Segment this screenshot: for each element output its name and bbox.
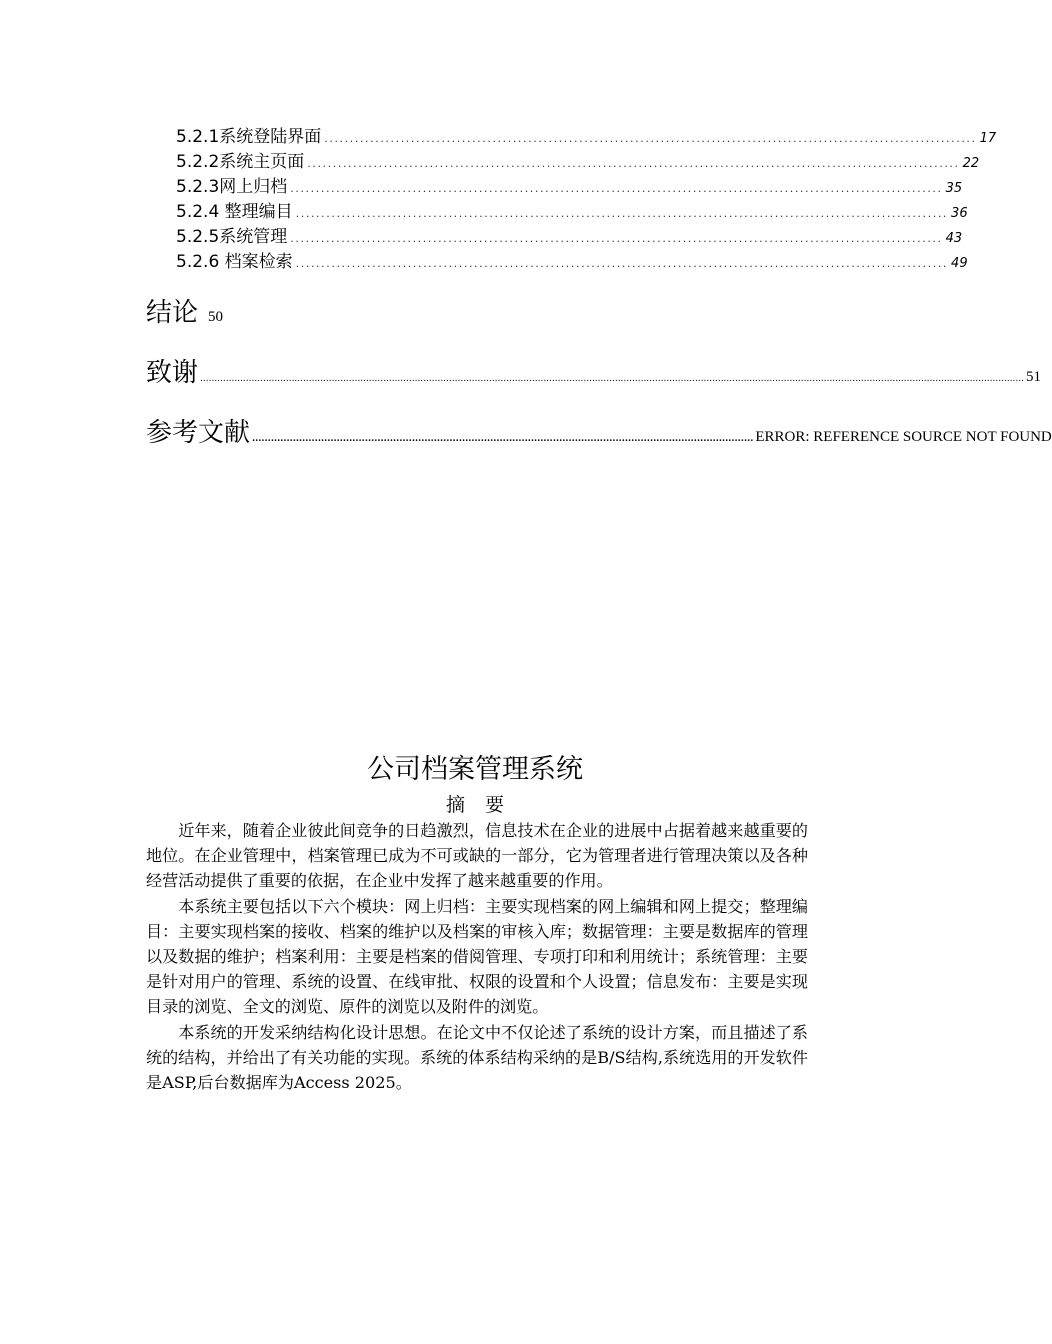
toc-entry-label: 5.2.5系统管理 [176,227,288,247]
dot-leader: ................................................................................................................................................................ [252,434,754,444]
toc-entry-label: 5.2.4 整理编目 [176,202,293,222]
toc-entry-acknowledgement[interactable] [146,352,1041,389]
toc-entry-label: 5.2.6 档案检索 [176,252,293,272]
dot-leader: ................................................................................................................................ [290,182,943,195]
toc-entry-label: 参考文献 [146,418,251,448]
dot-leader: ................................................................................................................................ [295,257,949,270]
toc-entry-page: 36 [951,206,968,221]
toc-entry-page: ERROR: REFERENCE SOURCE NOT FOUND [755,429,1052,445]
toc-entry-page: 22 [962,156,980,171]
toc-entry-page: 49 [951,256,968,271]
toc-entry-conclusion[interactable] [146,292,806,329]
dot-leader: ................................................................................................................................ [290,232,943,245]
toc-entry-page: 50 [208,309,224,325]
dot-leader: ................................................................................................................................................................................................................................................................................................ [200,374,1024,384]
dot-leader: ................................................................................................................................ [295,207,949,220]
toc-entry[interactable] [176,175,963,200]
abstract-paragraph: 本系统的开发采纳结构化设计思想。在论文中不仅论述了系统的设计方案，而且描述了系统的结构，并给出了有关功能的实现。系统的体系结构采纳的是B/S结构,系统选用的开发软件是ASP,后台数据库为Access 2025。 [146,1022,808,1093]
toc-entry-label: 结论 [146,298,199,328]
toc-entry-label: 5.2.2系统主页面 [176,152,305,172]
document-title: 公司档案管理系统 [367,754,583,785]
toc-entry[interactable] [176,150,980,175]
abstract-paragraph: 近年来，随着企业彼此间竞争的日趋激烈，信息技术在企业的进展中占据着越来越重要的地位。在企业管理中，档案管理已成为不可或缺的一部分，它为管理者进行管理决策以及各种经营活动提供了重要的依据，在企业中发挥了越来越重要的作用。 [146,821,808,891]
toc-entry[interactable] [176,250,968,275]
dot-leader: ................................................................................................................................ [324,132,977,145]
toc-entry-page: 51 [1025,369,1041,385]
toc-entry-page: 43 [945,231,963,246]
toc-entry-label: 5.2.1系统登陆界面 [176,127,322,147]
toc-entry[interactable] [176,200,968,225]
toc-entry-references[interactable] [146,412,1052,449]
toc-entry-label: 致谢 [146,358,199,388]
toc-entry-page: 17 [979,131,997,146]
dot-leader: ................................................................................................................................ [307,157,960,170]
toc-entry[interactable] [176,125,997,150]
abstract-body [146,818,808,1095]
toc-entry[interactable] [176,225,963,250]
abstract-paragraph: 本系统主要包括以下六个模块：网上归档：主要实现档案的网上编辑和网上提交；整理编目：主要实现档案的接收、档案的维护以及档案的审核入库；数据管理：主要是数据库的管理以及数据的维护；档案利用：主要是档案的借阅管理、专项打印和利用统计；系统管理：主要是针对用户的管理、系统的设置、在线审批、权限的设置和个人设置；信息发布：主要是实现目录的浏览、全文的浏览、原件的浏览以及附件的浏览。 [146,896,808,1017]
abstract-heading: 摘要 [445,794,524,816]
toc-entry-label: 5.2.3网上归档 [176,177,288,197]
toc-entry-page: 35 [945,181,963,196]
